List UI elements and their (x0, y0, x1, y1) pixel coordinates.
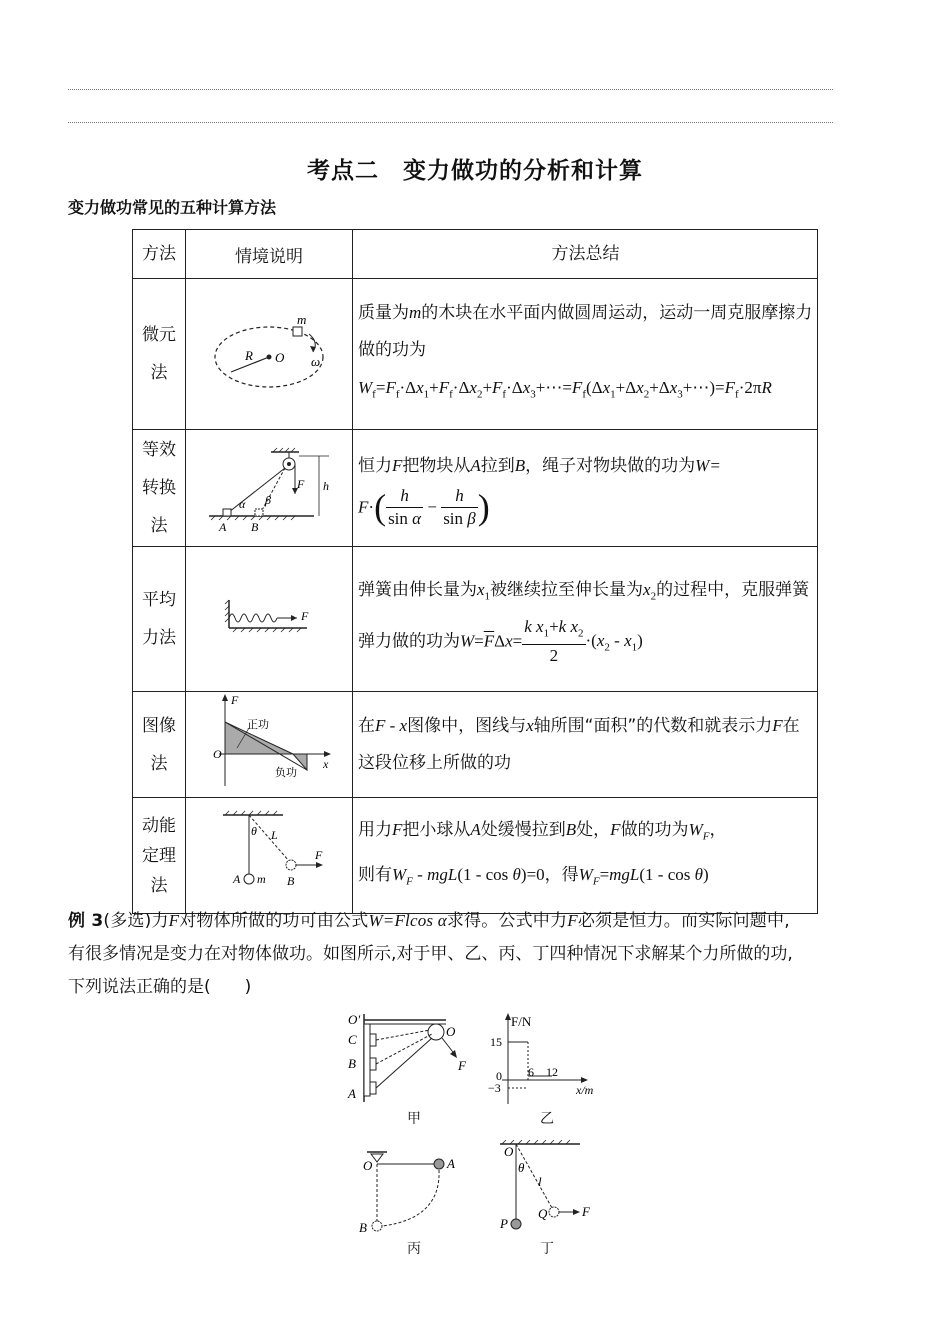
figure-ding (494, 1136, 614, 1236)
header-scenario: 情境说明 (186, 230, 353, 279)
method-summary: 在F - x图像中，图线与x轴所围“面积”的代数和就表示力F在这段位移上所做的功 (353, 692, 818, 798)
svg-text:x: x (323, 757, 329, 771)
svg-text:6: 6 (528, 1065, 534, 1079)
svg-text:P: P (500, 1216, 508, 1231)
svg-text:A: A (233, 872, 241, 886)
caption-jia: 甲 (407, 1111, 421, 1127)
example-label: 例 3 (68, 911, 104, 931)
header-rule-bottom (68, 122, 833, 123)
scenario-figure (186, 547, 353, 692)
svg-text:B: B (348, 1056, 356, 1071)
caption-bing: 丙 (407, 1241, 421, 1257)
scenario-figure (186, 279, 353, 430)
method-name: 动能定理法 (133, 798, 186, 914)
method-name: 微元法 (133, 279, 186, 430)
header-summary: 方法总结 (353, 230, 818, 279)
svg-text:O: O (446, 1024, 456, 1039)
table-row (133, 279, 818, 430)
method-summary: 恒力F把物块从A拉到B，绳子对物块做的功为W= F·( $\frac{h}{\text{sin α}}$ − $\frac{h}{\text{sin β}}$ ) (353, 430, 818, 547)
svg-text:正功: 正功 (247, 718, 269, 731)
circular-motion-diagram (189, 302, 349, 402)
svg-text:β: β (265, 492, 271, 507)
method-summary: 弹簧由伸长量为$x_1$被继续拉至伸长量为$x_2$的过程中，克服弹簧弹力做的功为$W=\overline{F}\Delta x=$ $\frac{k x_1+k x_2}{2}$ $\cdot(x_2 - x_1)$ (353, 547, 818, 692)
section-title: 考点二 变力做功的分析和计算 (307, 158, 643, 184)
section-subtitle: 变力做功常见的五种计算方法 (68, 198, 277, 217)
example-3: 例 3(多选)力F对物体所做的功可由公式W=Flcos α求得。公式中力F必须是恒力。而实际问题中, 有很多情况是变力在对物体做功。如图所示,对于甲、乙、丙、丁四种情况下求解某个力所做的功, 下列说法正确的是( ) (68, 911, 793, 997)
svg-text:l: l (538, 1174, 542, 1189)
fx-graph-diagram (189, 692, 349, 792)
svg-text:B: B (251, 519, 259, 534)
svg-text:15: 15 (490, 1035, 502, 1049)
svg-text:F: F (582, 1204, 590, 1219)
table-row (133, 692, 818, 798)
svg-text:F: F (458, 1058, 466, 1073)
caption-ding: 丁 (540, 1241, 554, 1257)
caption-yi: 乙 (540, 1111, 554, 1127)
svg-text:α: α (239, 496, 246, 511)
svg-text:0: 0 (496, 1069, 502, 1083)
svg-text:O: O (275, 349, 285, 365)
scenario-figure (186, 430, 353, 547)
method-summary: 质量为m的木块在水平面内做圆周运动，运动一周克服摩擦力做的功为 $W_f=F_f\cdot\Delta x_1+F_f\cdot\Delta x_2+F_f\cdot\Delta x_3+\cdots=F_f(\Delta x_1+\Delta x_2+\Delta x_3+\cdots)=F_f\cdot 2\pi R$ (353, 279, 818, 430)
svg-text:m: m (297, 311, 307, 327)
svg-text:x/m: x/m (576, 1083, 594, 1097)
svg-text:A: A (219, 519, 227, 534)
svg-text:F: F (301, 608, 309, 623)
table-row (133, 430, 818, 547)
method-name: 等效转换法 (133, 430, 186, 547)
svg-text:C: C (348, 1032, 357, 1047)
table-row (133, 798, 818, 914)
svg-text:Q: Q (538, 1206, 548, 1221)
pulley-diagram (189, 436, 349, 536)
svg-text:负功: 负功 (275, 766, 297, 779)
svg-text:−3: −3 (488, 1081, 501, 1095)
method-name: 平均力法 (133, 547, 186, 692)
svg-text:O′: O′ (348, 1012, 361, 1027)
svg-text:R: R (245, 347, 253, 363)
svg-text:L: L (271, 828, 278, 842)
figure-yi (488, 1010, 608, 1108)
svg-text:F: F (315, 848, 323, 862)
table-row (133, 547, 818, 692)
scenario-figure (186, 798, 353, 914)
figure-bing (355, 1148, 465, 1238)
svg-text:F: F (297, 476, 305, 491)
svg-text:θ: θ (518, 1160, 525, 1175)
svg-text:A: A (348, 1086, 356, 1101)
svg-text:F: F (231, 693, 239, 707)
svg-text:O: O (504, 1144, 514, 1159)
scenario-figure (186, 692, 353, 798)
svg-text:O: O (213, 747, 222, 761)
svg-text:A: A (447, 1156, 455, 1171)
svg-text:h: h (323, 478, 329, 493)
header-rule-top (68, 89, 833, 90)
svg-text:B: B (359, 1220, 367, 1235)
svg-text:12: 12 (546, 1065, 558, 1079)
svg-text:ω: ω (311, 353, 321, 369)
svg-text:O: O (363, 1158, 373, 1173)
spring-diagram (189, 582, 349, 652)
method-summary: 用力F把小球从A处缓慢拉到B处，F做的功为$W_F$， 则有$W_F - mgL(1 - \cos \theta)=0$，得$W_F=mgL(1 - \cos \theta)$ (353, 798, 818, 914)
svg-text:m: m (257, 872, 266, 886)
svg-text:θ: θ (251, 824, 257, 838)
header-method: 方法 (133, 230, 186, 279)
table-header-row (133, 230, 818, 279)
pendulum-diagram (189, 803, 349, 903)
method-name: 图像法 (133, 692, 186, 798)
methods-table (132, 229, 818, 914)
svg-text:B: B (287, 874, 295, 888)
svg-text:F/N: F/N (511, 1014, 532, 1029)
